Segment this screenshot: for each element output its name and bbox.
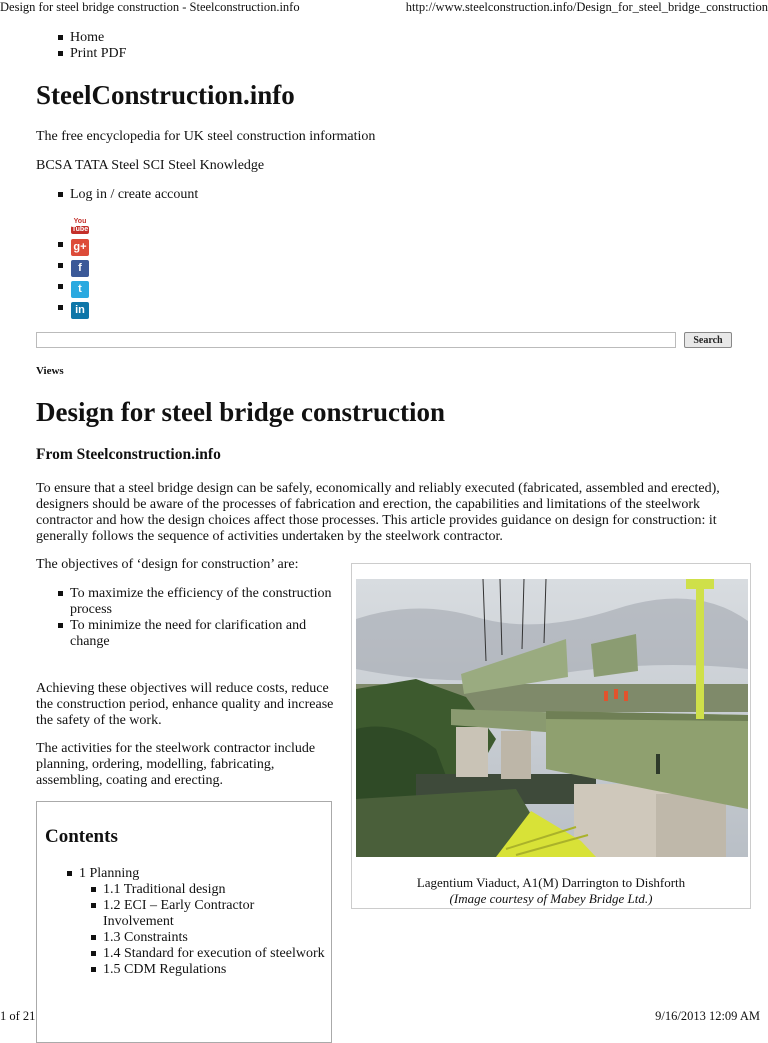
objectives-list (36, 586, 346, 650)
views-label: Views (36, 365, 64, 377)
toc-title: Contents (45, 826, 118, 847)
toc-list (45, 866, 325, 978)
social-links (36, 216, 89, 321)
social-item-google-plus[interactable] (36, 237, 87, 258)
page-subtitle: From Steelconstruction.info (36, 446, 221, 463)
toc-sublist (45, 882, 325, 978)
top-nav (36, 30, 126, 62)
social-item-facebook[interactable] (36, 258, 82, 279)
twitter-icon[interactable]: t (71, 281, 89, 298)
achieving-paragraph: Achieving these objectives will reduce costs, reduce the construction period, enhance quality and increase the safety of the work. (36, 681, 334, 728)
search-input[interactable] (36, 332, 676, 348)
page-title: Design for steel bridge construction (36, 397, 445, 427)
figure (351, 563, 751, 909)
toc-item[interactable]: 1.5 CDM Regulations (45, 962, 325, 978)
document-title-header: Design for steel bridge construction - Steelconstruction.info (0, 0, 300, 14)
google-plus-icon[interactable]: g+ (71, 239, 89, 256)
nav-home-link[interactable]: Home (36, 30, 126, 46)
print-timestamp: 9/16/2013 12:09 AM (655, 1009, 760, 1023)
bridge-photo[interactable] (356, 579, 748, 857)
objectives-lead: The objectives of ‘design for construction’ are: (36, 557, 299, 572)
search-button[interactable]: Search (684, 332, 732, 348)
linkedin-icon[interactable]: in (71, 302, 89, 319)
toc-item[interactable]: 1.1 Traditional design (45, 882, 325, 898)
document-url-header: http://www.steelconstruction.info/Design_for_steel_bridge_construction (405, 0, 768, 14)
youtube-icon[interactable] (71, 218, 89, 235)
social-item-youtube[interactable] (36, 216, 89, 237)
login-link[interactable]: Log in / create account (36, 187, 198, 203)
intro-paragraph: To ensure that a steel bridge design can be safely, economically and reliably executed (fabricated, assembled and erected), designers should be aware of the processes of fabrication and erection, the capabilities and limitations of the steelwork contractor and how the design choices affect those processes. This article provides guidance on design for construction: it generally follows the sequence of activities undertaken by the steelwork contractor. (36, 481, 720, 544)
toc-item[interactable]: 1.2 ECI – Early Contractor Involvement (45, 898, 325, 930)
toc-item[interactable]: 1.3 Constraints (45, 930, 325, 946)
list-item: To minimize the need for clarification and change (36, 618, 346, 650)
nav-print-pdf-link[interactable]: Print PDF (36, 46, 126, 62)
partner-links[interactable]: BCSA TATA Steel SCI Steel Knowledge (36, 158, 265, 173)
facebook-icon[interactable]: f (71, 260, 89, 277)
youtube-icon-top: You (73, 218, 87, 225)
toc-item[interactable]: 1.4 Standard for execution of steelwork (45, 946, 325, 962)
social-item-linkedin[interactable] (36, 300, 85, 321)
list-item: To maximize the efficiency of the construction process (36, 586, 346, 618)
toc-item-label[interactable]: 1 Planning (79, 866, 140, 881)
table-of-contents (36, 801, 332, 1043)
page-indicator: 1 of 21 (0, 1009, 36, 1023)
account-menu (36, 187, 198, 203)
figure-caption (352, 875, 750, 907)
activities-paragraph: The activities for the steelwork contractor include planning, ordering, modelling, fabricating, assembling, coating and erecting. (36, 741, 316, 788)
site-tagline: The free encyclopedia for UK steel construction information (36, 129, 376, 144)
youtube-icon-bottom: Tube (71, 226, 89, 233)
toc-item-planning[interactable] (45, 866, 325, 978)
caption-title: Lagentium Viaduct, A1(M) Darrington to Dishforth (416, 875, 686, 890)
caption-credit: (Image courtesy of Mabey Bridge Ltd.) (449, 891, 653, 906)
social-item-twitter[interactable] (36, 279, 82, 300)
site-title[interactable]: SteelConstruction.info (36, 80, 295, 110)
